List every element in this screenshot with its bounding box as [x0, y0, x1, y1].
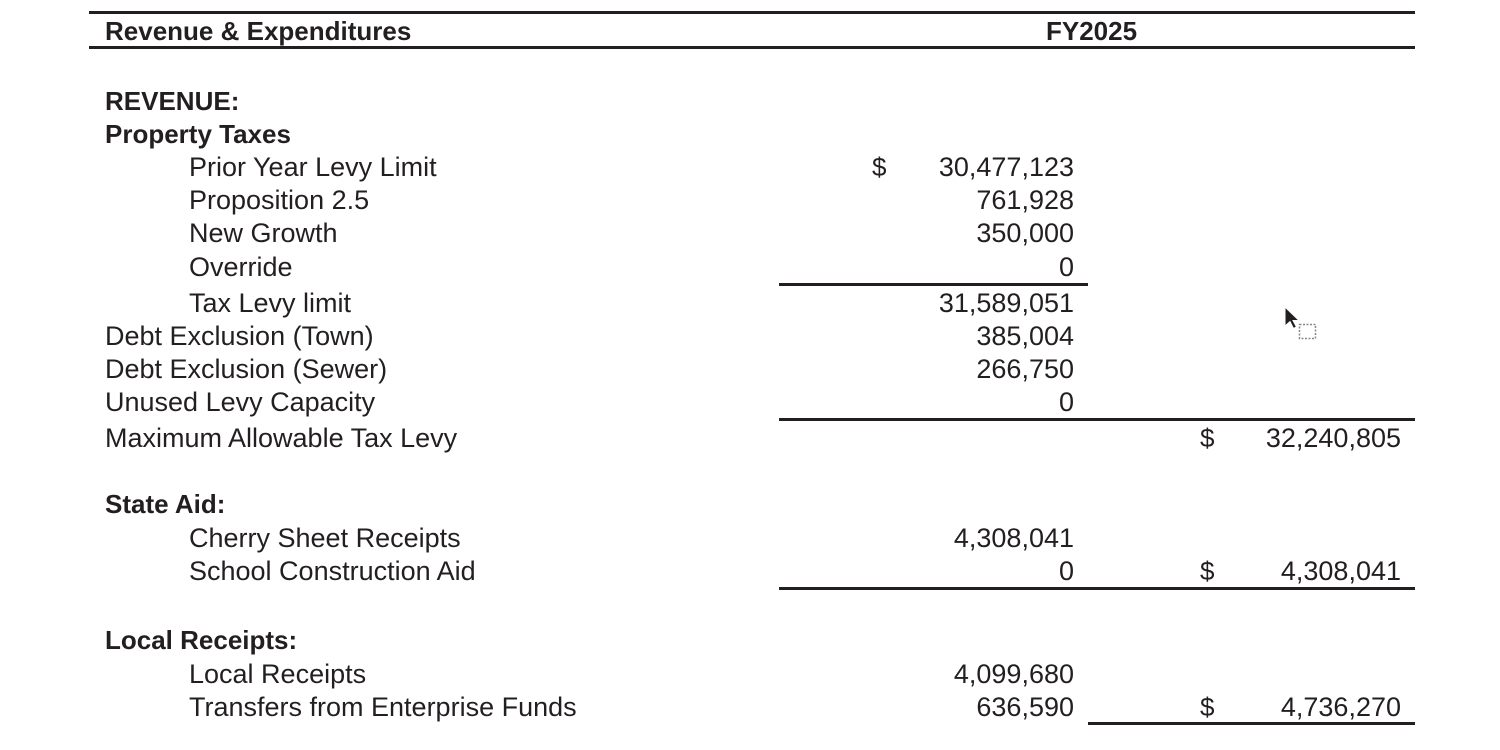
local-receipts-heading: Local Receipts: — [105, 625, 298, 655]
state-aid-rule — [779, 587, 1415, 590]
revenue-heading: REVENUE: — [105, 86, 240, 116]
tax-levy-limit-label: Tax Levy limit — [189, 288, 352, 318]
transfers-label: Transfers from Enterprise Funds — [189, 692, 577, 722]
prior-year-levy-limit-currency: $ — [872, 152, 887, 182]
local-receipts-label: Local Receipts — [189, 659, 367, 689]
max-allowable-tax-levy-total: 32,240,805 — [1265, 423, 1401, 453]
state-aid-total: 4,308,041 — [1280, 556, 1401, 586]
local-receipts-value: 4,099,680 — [953, 659, 1074, 689]
state-aid-total-currency: $ — [1200, 556, 1215, 586]
table-title: Revenue & Expenditures — [105, 16, 412, 46]
cherry-sheet-label: Cherry Sheet Receipts — [189, 523, 461, 553]
max-allowable-tax-levy-currency: $ — [1200, 423, 1215, 453]
cherry-sheet-value: 4,308,041 — [953, 523, 1074, 553]
debt-exclusion-town-label: Debt Exclusion (Town) — [105, 321, 374, 351]
max-allowable-tax-levy-label: Maximum Allowable Tax Levy — [105, 423, 458, 453]
proposition-value: 761,928 — [976, 185, 1074, 215]
debt-exclusion-town-value: 385,004 — [976, 321, 1074, 351]
mouse-pointer-icon — [1283, 306, 1323, 346]
debt-exclusion-sewer-value: 266,750 — [976, 354, 1074, 384]
property-taxes-heading: Property Taxes — [105, 119, 291, 149]
column-header-fy2025: FY2025 — [1046, 16, 1138, 46]
override-value: 0 — [1058, 252, 1074, 282]
new-growth-label: New Growth — [189, 218, 338, 248]
transfers-value: 636,590 — [976, 692, 1074, 722]
prior-year-levy-limit-label: Prior Year Levy Limit — [189, 152, 437, 182]
unused-levy-capacity-label: Unused Levy Capacity — [105, 387, 376, 417]
new-growth-value: 350,000 — [976, 218, 1074, 248]
state-aid-heading: State Aid: — [105, 489, 226, 519]
school-construction-value: 0 — [1058, 556, 1074, 586]
local-receipts-total: 4,736,270 — [1280, 692, 1401, 722]
tax-levy-limit-value: 31,589,051 — [938, 288, 1074, 318]
subtotal-rule-levy — [779, 283, 1088, 286]
proposition-label: Proposition 2.5 — [189, 185, 370, 215]
prior-year-levy-limit-value: 30,477,123 — [938, 152, 1074, 182]
unused-levy-capacity-value: 0 — [1058, 387, 1074, 417]
header-top-rule — [89, 11, 1415, 14]
local-receipts-rule — [1088, 722, 1415, 725]
school-construction-label: School Construction Aid — [189, 556, 476, 586]
debt-exclusion-sewer-label: Debt Exclusion (Sewer) — [105, 354, 388, 384]
header-bottom-rule — [89, 46, 1415, 49]
subtotal-rule-max-levy — [779, 418, 1415, 421]
override-label: Override — [189, 252, 293, 282]
local-receipts-total-currency: $ — [1200, 692, 1215, 722]
